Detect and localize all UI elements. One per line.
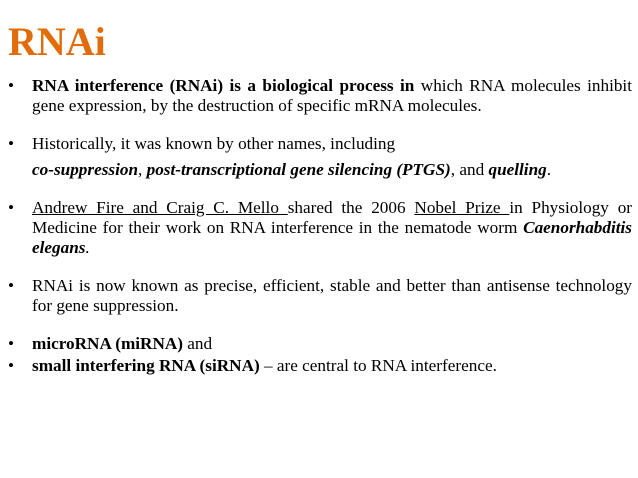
- term-quelling: quelling: [488, 160, 547, 179]
- historical-terms-line: co-suppression, post-transcriptional gene silencing (PTGS), and quelling.: [32, 160, 552, 179]
- bullet-list: [8, 76, 632, 394]
- sirna-term: small interfering RNA (siRNA): [32, 356, 260, 375]
- definition-bold-text: RNA interference (RNAi) is a biological process in: [32, 76, 415, 95]
- bullet-marker: •: [8, 276, 15, 295]
- bullet-marker: •: [8, 76, 15, 95]
- bullet-marker: •: [8, 334, 15, 353]
- slide-title: RNAi: [8, 19, 106, 64]
- bullet-nobel-prize: • Andrew Fire and Craig C. Mello shared the 2006 Nobel Prize in Physiology or Medicine for their work on RNA interference in the nematode worm Caenorhabditis elegans.: [8, 198, 633, 257]
- bullet-rnai-technology: [8, 276, 632, 316]
- bullet-rnai-definition: [8, 76, 632, 116]
- technology-text: RNAi is now known as precise, efficient, stable and better than antisense technology for gene suppression.: [32, 276, 632, 315]
- laureates-link[interactable]: Andrew Fire and Craig C. Mello: [32, 198, 288, 217]
- nobel-prize-link[interactable]: Nobel Prize: [414, 198, 510, 217]
- mirna-term: microRNA (miRNA): [32, 334, 183, 353]
- bullet-mirna: • microRNA (miRNA) and: [8, 334, 213, 353]
- definition-text: which RNA molecules inhibit gene expression, by the destruction of specific mRNA molecules.: [32, 76, 632, 115]
- bullet-historical-names: [8, 134, 632, 180]
- term-ptgs: post-transcriptional gene silencing (PTGS): [146, 160, 451, 179]
- historical-intro-text: Historically, it was known by other names, including: [32, 134, 396, 153]
- bullet-marker: •: [8, 198, 15, 217]
- bullet-marker: •: [8, 356, 15, 375]
- bullet-marker: •: [8, 134, 15, 153]
- bullet-sirna: • small interfering RNA (siRNA) – are central to RNA interference.: [8, 356, 497, 375]
- term-co-suppression: co-suppression: [32, 160, 139, 179]
- species-name: Caenorhabditis elegans: [32, 218, 632, 257]
